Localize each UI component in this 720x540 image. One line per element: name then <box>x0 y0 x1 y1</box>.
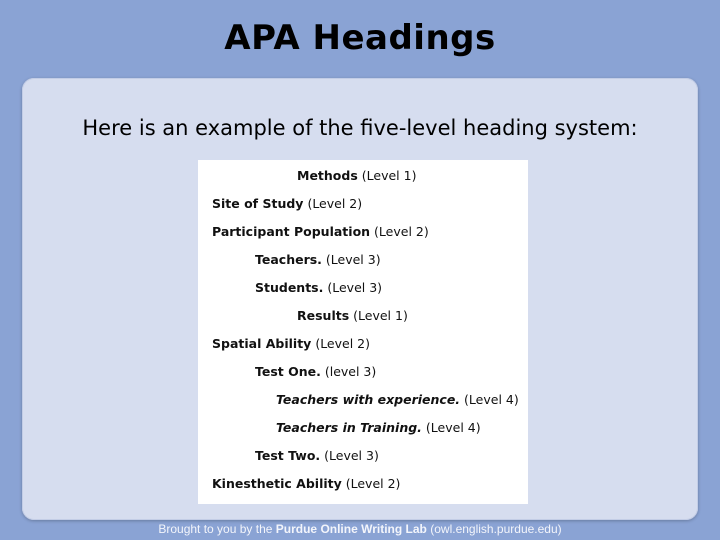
heading-example-box <box>198 160 528 504</box>
footer-url: (owl.english.purdue.edu) <box>430 522 562 536</box>
heading-line-4 <box>255 252 381 267</box>
footer-prefix: Brought to you by the <box>158 522 273 536</box>
heading-text: Results <box>297 308 350 323</box>
slide-title: APA Headings <box>224 18 496 58</box>
footer-credit <box>0 522 720 536</box>
heading-text: Test One. <box>255 364 321 379</box>
heading-level: (Level 3) <box>327 280 383 295</box>
heading-level: (Level 2) <box>374 224 429 239</box>
heading-line-3 <box>212 224 429 239</box>
heading-level: (Level 2) <box>315 336 370 351</box>
heading-text: Teachers in Training. <box>276 420 422 435</box>
heading-level: (Level 3) <box>324 448 379 463</box>
heading-level: (level 3) <box>324 364 377 379</box>
heading-level: (Level 1) <box>361 168 417 183</box>
heading-text: Test Two. <box>255 448 321 463</box>
heading-line-6 <box>297 308 408 323</box>
heading-level: (Level 2) <box>345 476 401 491</box>
heading-line-8 <box>255 364 376 379</box>
heading-text: Participant Population <box>212 224 371 239</box>
heading-line-1 <box>297 168 416 183</box>
heading-text: Students. <box>255 280 324 295</box>
heading-text: Teachers. <box>255 252 322 267</box>
heading-line-11 <box>255 448 379 463</box>
heading-text: Teachers with experience. <box>276 392 461 407</box>
heading-level: (Level 1) <box>353 308 408 323</box>
heading-line-5 <box>255 280 382 295</box>
heading-text: Kinesthetic Ability <box>212 476 342 491</box>
heading-line-9 <box>276 392 519 407</box>
heading-level: (Level 2) <box>307 196 363 211</box>
heading-text: Site of Study <box>212 196 304 211</box>
intro-text: Here is an example of the five-level heading system: <box>82 116 638 140</box>
heading-line-2 <box>212 196 362 211</box>
heading-level: (Level 4) <box>425 420 481 435</box>
heading-line-7 <box>212 336 370 351</box>
heading-level: (Level 4) <box>464 392 519 407</box>
heading-text: Methods <box>297 168 358 183</box>
heading-text: Spatial Ability <box>212 336 312 351</box>
heading-line-10 <box>276 420 481 435</box>
footer-lab-name: Purdue Online Writing Lab <box>275 522 427 536</box>
heading-level: (Level 3) <box>325 252 381 267</box>
heading-line-12 <box>212 476 400 491</box>
